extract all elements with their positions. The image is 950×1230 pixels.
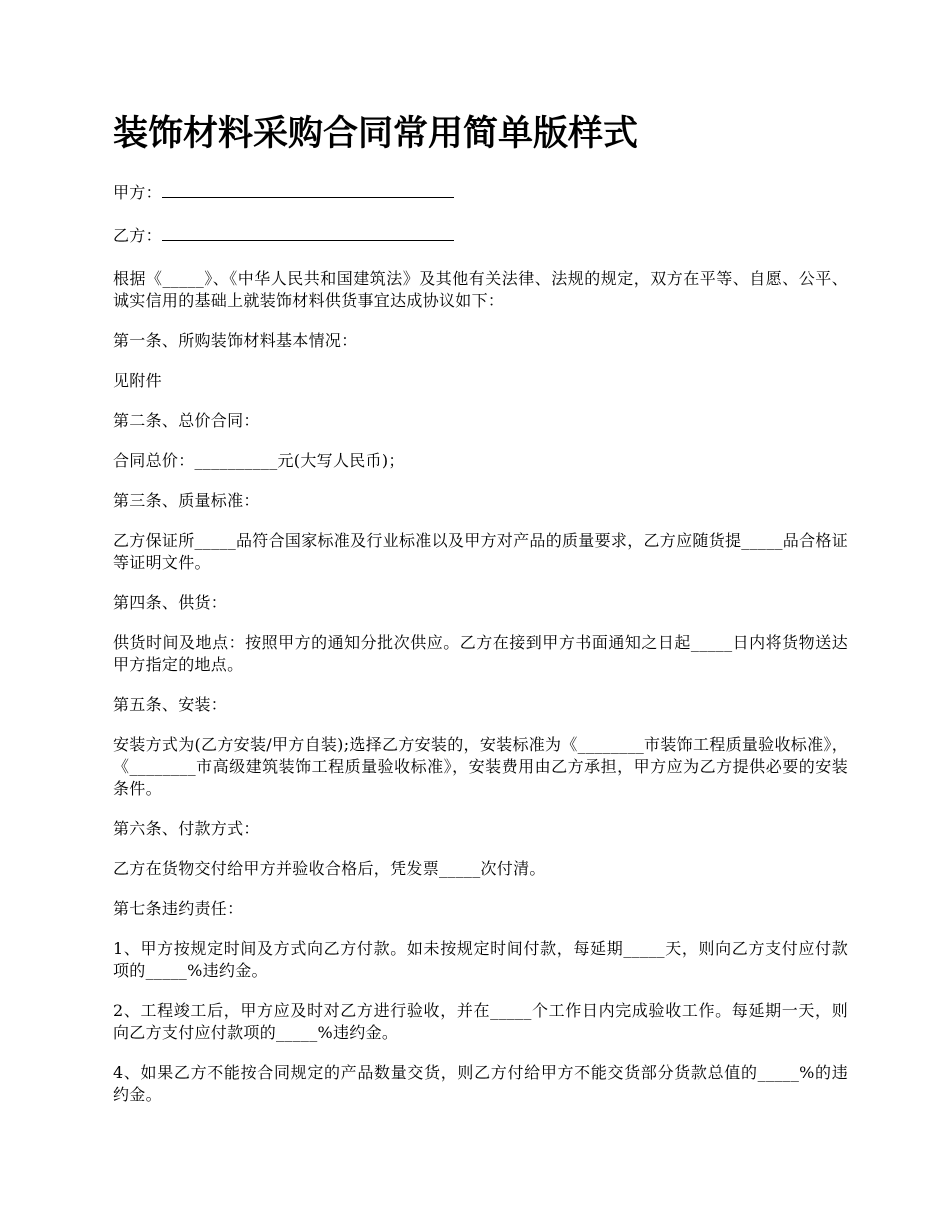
intro-paragraph: 根据《_____》、《中华人民共和国建筑法》及其他有关法律、法规的规定，双方在平等、自愿、公平、诚实信用的基础上就装饰材料供货事宜达成协议如下： (113, 269, 848, 310)
article7-item-4: 4、如果乙方不能按合同规定的产品数量交货，则乙方付给甲方不能交货部分货款总值的_____%的违约金。 (113, 1063, 848, 1104)
party-a-line (113, 182, 848, 204)
contract-document (113, 108, 848, 1124)
article7-heading: 第七条违约责任： (113, 899, 244, 918)
article7-item-2: 2、工程竣工后，甲方应及时对乙方进行验收，并在_____个工作日内完成验收工作。每延期一天，则向乙方支付应付款项的_____%违约金。 (113, 1001, 848, 1042)
party-b-label: 乙方： (113, 226, 162, 245)
article6-text: 乙方在货物交付给甲方并验收合格后，凭发票_____次付清。 (113, 859, 546, 878)
article7-item-1: 1、甲方按规定时间及方式向乙方付款。如未按规定时间付款，每延期_____天，则向乙方支付应付款项的_____%违约金。 (113, 939, 848, 980)
article3-heading: 第三条、质量标准： (113, 491, 260, 510)
article4-text: 供货时间及地点：按照甲方的通知分批次供应。乙方在接到甲方书面通知之日起_____日内将货物送达甲方指定的地点。 (113, 633, 848, 674)
article5-heading: 第五条、安装： (113, 695, 228, 714)
article1-heading: 第一条、所购装饰材料基本情况： (113, 331, 358, 350)
document-title: 装饰材料采购合同常用简单版样式 (113, 114, 639, 154)
article4-heading: 第四条、供货： (113, 593, 228, 612)
article3-text: 乙方保证所_____品符合国家标准及行业标准以及甲方对产品的质量要求，乙方应随货提_____品合格证等证明文件。 (113, 531, 849, 572)
party-a-label: 甲方： (113, 183, 162, 202)
party-a-blank (162, 183, 454, 198)
article1-text: 见附件 (113, 371, 162, 390)
party-b-line (113, 225, 848, 247)
article2-heading: 第二条、总价合同： (113, 411, 260, 430)
article2-text: 合同总价：__________元(大写人民币)； (113, 451, 405, 470)
article6-heading: 第六条、付款方式： (113, 819, 260, 838)
article5-text: 安装方式为(乙方安装/甲方自装);选择乙方安装的，安装标准为《________市装饰工程质量验收标准》，《________市高级建筑装饰工程质量验收标准》，安装费用由乙方承担，甲方应为乙方提供必要的安装条件。 (113, 735, 848, 798)
party-b-blank (162, 226, 454, 241)
